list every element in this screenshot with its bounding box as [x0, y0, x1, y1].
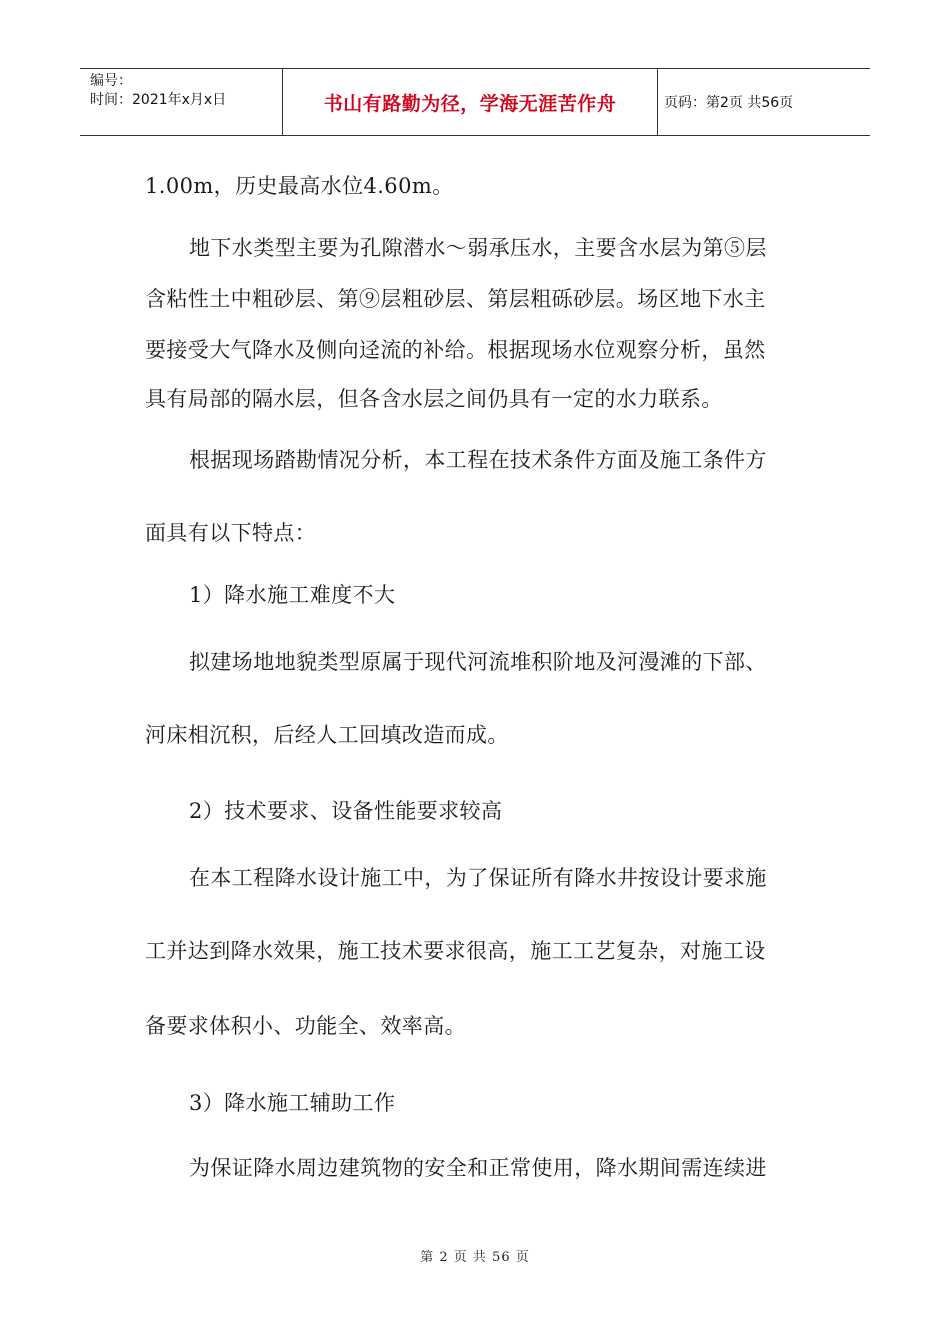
paragraph-line: 工并达到降水效果，施工技术要求很高，施工工艺复杂，对施工设 — [145, 939, 766, 963]
paragraph-line: 为保证降水周边建筑物的安全和正常使用，降水期间需连续进 — [189, 1156, 767, 1180]
paragraph-line: 备要求体积小、功能全、效率高。 — [145, 1014, 466, 1038]
paragraph-line: 1.00m，历史最高水位4.60m。 — [145, 174, 454, 198]
paragraph-line: 面具有以下特点： — [145, 521, 317, 545]
document-date-label: 时间：2021年x月x日 — [90, 92, 227, 108]
paragraph-line: 在本工程降水设计施工中，为了保证所有降水井按设计要求施 — [189, 866, 767, 890]
header-page-info: 页码：第2页 共56页 — [664, 95, 794, 111]
paragraph-line: 拟建场地地貌类型原属于现代河流堆积阶地及河漫滩的下部、 — [189, 650, 767, 674]
section-heading: 3）降水施工辅助工作 — [189, 1091, 396, 1115]
header-motto: 书山有路勤为径，学海无涯苦作舟 — [282, 69, 658, 135]
paragraph-line: 根据现场踏勘情况分析，本工程在技术条件方面及施工条件方 — [189, 448, 767, 472]
paragraph-line: 要接受大气降水及侧向迳流的补给。根据现场水位观察分析，虽然 — [145, 338, 766, 362]
paragraph-line: 具有局部的隔水层，但各含水层之间仍具有一定的水力联系。 — [145, 387, 723, 411]
document-number-label: 编号： — [90, 73, 132, 89]
paragraph-line: 地下水类型主要为孔隙潜水～弱承压水，主要含水层为第⑤层 — [189, 236, 767, 260]
paragraph-line: 河床相沉积，后经人工回填改造而成。 — [145, 723, 509, 747]
header-meta — [80, 69, 282, 135]
page-footer: 第 2 页 共 56 页 — [420, 1250, 530, 1265]
section-heading: 1）降水施工难度不大 — [189, 583, 396, 607]
section-heading: 2）技术要求、设备性能要求较高 — [189, 799, 503, 823]
paragraph-line: 含粘性土中粗砂层、第⑨层粗砂层、第层粗砾砂层。场区地下水主 — [145, 287, 766, 311]
page-header — [80, 68, 870, 136]
